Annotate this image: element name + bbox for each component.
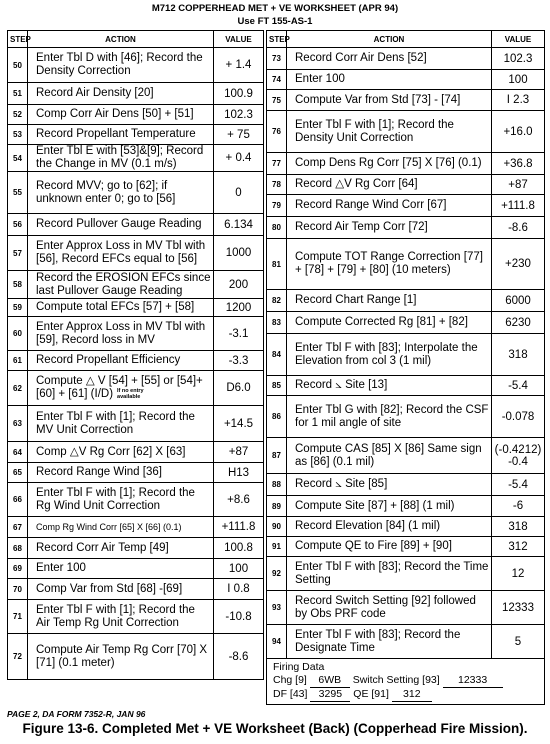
value-cell: +87: [492, 175, 545, 195]
step-number: 66: [8, 483, 28, 517]
action-cell: [28, 145, 214, 172]
value-cell: + 1.4: [214, 48, 264, 83]
firing-data-row: [267, 659, 545, 705]
value-cell: -0.078: [492, 396, 545, 438]
action-text: Enter 100: [36, 562, 86, 574]
action-cell: [287, 517, 492, 537]
step-number: 77: [267, 153, 287, 175]
action-text: Record △V Rg Corr [64]: [295, 178, 418, 190]
action-cell: [287, 557, 492, 591]
action-cell: [28, 371, 214, 406]
step-number: 74: [267, 70, 287, 90]
step-number: 58: [8, 271, 28, 299]
action-cell: [28, 236, 214, 271]
step-number: 85: [267, 376, 287, 396]
switch-value: 12333: [443, 674, 503, 688]
value-cell: 6230: [492, 312, 545, 334]
worksheet-row: [8, 317, 264, 351]
action-cell: [287, 48, 492, 70]
action-text: Enter Approx Loss in MV Tbl with [59], Record loss in MV: [36, 320, 206, 346]
value-cell: 1200: [214, 299, 264, 317]
action-cell: [287, 537, 492, 557]
value-cell: 100: [492, 70, 545, 90]
value-cell: I 2.3: [492, 90, 545, 111]
action-cell: [28, 125, 214, 145]
step-number: 91: [267, 537, 287, 557]
worksheet-row: [267, 195, 545, 217]
step-number: 89: [267, 496, 287, 517]
action-text: Compute QE to Fire [89] + [90]: [295, 540, 452, 552]
value-cell: -3.1: [214, 317, 264, 351]
switch-label: Switch Setting [93]: [352, 674, 440, 686]
value-cell: 102.3: [214, 105, 264, 125]
action-cell: [28, 317, 214, 351]
action-cell: [28, 442, 214, 463]
value-cell: 0: [214, 172, 264, 214]
value-cell: -6: [492, 496, 545, 517]
action-text: Enter Approx Loss in MV Tbl with [56], Record EFCs equal to [56]: [36, 240, 206, 265]
value-cell: -8.6: [492, 217, 545, 239]
worksheet-row: [8, 538, 264, 559]
value-cell: -8.6: [214, 634, 264, 680]
worksheet-row: [8, 83, 264, 105]
worksheet-row: [8, 634, 264, 680]
action-text: Record ⦣ Site [13]: [295, 379, 388, 391]
action-cell: [28, 299, 214, 317]
action-header: ACTION: [287, 31, 492, 48]
step-number: 54: [8, 145, 28, 172]
worksheet-row: [267, 312, 545, 334]
action-cell: [28, 105, 214, 125]
df-label: DF [43]: [273, 688, 308, 700]
action-text: Enter Tbl F with [1]; Record the Rg Wind Unit Correction: [36, 486, 195, 512]
action-cell: [287, 175, 492, 195]
value-cell: +16.0: [492, 111, 545, 153]
action-text: Enter Tbl F with [83]; Record the Time Setting: [295, 560, 489, 586]
step-number: 73: [267, 48, 287, 70]
worksheet-row: [267, 396, 545, 438]
worksheet-row: [267, 625, 545, 659]
firing-data-box: [267, 659, 545, 705]
value-cell: +111.8: [492, 195, 545, 217]
worksheet-row: [8, 105, 264, 125]
step-number: 67: [8, 517, 28, 538]
worksheet-row: [267, 438, 545, 474]
qe-value: 312: [392, 688, 432, 702]
action-text: Comp Rg Wind Corr [65] X [66] (0.1): [36, 521, 182, 532]
value-cell: 6000: [492, 290, 545, 312]
worksheet-row: [8, 600, 264, 634]
action-cell: [287, 111, 492, 153]
step-header: STEP: [267, 31, 287, 48]
action-cell: [28, 83, 214, 105]
action-text: Compute Corrected Rg [81] + [82]: [295, 316, 468, 328]
action-note: If no entry available: [117, 387, 144, 400]
value-cell: 102.3: [492, 48, 545, 70]
worksheet-row: [8, 406, 264, 442]
action-text: Record Propellant Efficiency: [36, 354, 181, 366]
value-cell: 318: [492, 517, 545, 537]
action-cell: [287, 90, 492, 111]
step-number: 76: [267, 111, 287, 153]
worksheet-row: [8, 236, 264, 271]
step-number: 62: [8, 371, 28, 406]
worksheet-row: [267, 290, 545, 312]
action-text: Record Propellant Temperature: [36, 128, 196, 140]
action-cell: [28, 271, 214, 299]
worksheet-row: [8, 559, 264, 579]
action-cell: [28, 214, 214, 236]
action-text: Compute △ V [54] + [55] or [54]+ [60] + [61] (I/D): [36, 374, 203, 401]
worksheet-row: [267, 557, 545, 591]
value-cell: I 0.8: [214, 579, 264, 600]
step-number: 63: [8, 406, 28, 442]
worksheet-row: [267, 517, 545, 537]
value-cell: 6.134: [214, 214, 264, 236]
action-text: Compute TOT Range Correction [77] + [78] + [79] + [80] (10 meters): [295, 251, 483, 276]
action-text: Record MVV; go to [62]; if unknown enter 0; go to [56]: [36, 179, 176, 205]
action-text: Compute CAS [85] X [86] Same sign as [86] (0.1 mil): [295, 442, 482, 468]
value-cell: 312: [492, 537, 545, 557]
worksheet-title: M712 COPPERHEAD MET + VE WORKSHEET (APR 94): [151, 3, 399, 14]
value-cell: +36.8: [492, 153, 545, 175]
action-cell: [287, 474, 492, 496]
action-cell: [28, 351, 214, 371]
value-cell: H13: [214, 463, 264, 483]
value-cell: +8.6: [214, 483, 264, 517]
action-cell: [287, 496, 492, 517]
action-text: Record Air Density [20]: [36, 87, 154, 99]
step-number: 60: [8, 317, 28, 351]
action-text: Comp Corr Air Dens [50] + [51]: [36, 108, 194, 120]
worksheet-row: [8, 517, 264, 538]
action-text: Enter 100: [295, 73, 345, 85]
action-text: Compute Var from Std [73] - [74]: [295, 93, 461, 106]
value-header: VALUE: [492, 31, 545, 48]
step-number: 52: [8, 105, 28, 125]
step-number: 90: [267, 517, 287, 537]
step-number: 61: [8, 351, 28, 371]
firing-data-title: Firing Data: [273, 661, 325, 673]
worksheet-row: [267, 111, 545, 153]
step-number: 82: [267, 290, 287, 312]
step-number: 88: [267, 474, 287, 496]
firing-data-line-1: [273, 674, 538, 688]
step-number: 53: [8, 125, 28, 145]
figure-caption: Figure 13-6. Completed Met + VE Worksheet (Back) (Copperhead Fire Mission).: [22, 721, 528, 736]
step-number: 78: [267, 175, 287, 195]
action-text: Record Elevation [84] (1 mil): [295, 520, 441, 532]
step-number: 55: [8, 172, 28, 214]
worksheet-row: [267, 591, 545, 625]
value-cell: +14.5: [214, 406, 264, 442]
action-cell: [287, 376, 492, 396]
action-text: Compute Site [87] + [88] (1 mil): [295, 499, 455, 512]
action-text: Enter Tbl F with [1]; Record the Air Temp Rg Unit Correction: [36, 603, 195, 629]
step-number: 79: [267, 195, 287, 217]
action-text: Enter Tbl G with [82]; Record the CSF for 1 mil angle of site: [295, 403, 489, 429]
action-header: ACTION: [28, 31, 214, 48]
worksheet-row: [267, 474, 545, 496]
worksheet-row: [8, 351, 264, 371]
action-cell: [28, 559, 214, 579]
value-cell: +111.8: [214, 517, 264, 538]
action-cell: [287, 290, 492, 312]
action-text: Comp Dens Rg Corr [75] X [76] (0.1): [295, 157, 482, 169]
action-text: Record Corr Air Dens [52]: [295, 52, 427, 64]
action-text: Record Pullover Gauge Reading: [36, 218, 202, 230]
worksheet-row: [267, 239, 545, 290]
value-cell: 1000: [214, 236, 264, 271]
action-cell: [287, 334, 492, 376]
action-text: Enter Tbl F with [83]; Interpolate the Elevation from col 3 (1 mil): [295, 341, 478, 367]
action-cell: [287, 217, 492, 239]
action-text: Record Chart Range [1]: [295, 294, 417, 306]
worksheet-row: [8, 463, 264, 483]
worksheet-row: [267, 48, 545, 70]
step-number: 92: [267, 557, 287, 591]
step-number: 59: [8, 299, 28, 317]
action-cell: [287, 312, 492, 334]
right-header-row: [267, 31, 545, 48]
worksheet-row: [8, 172, 264, 214]
worksheet-row: [8, 271, 264, 299]
action-text: Record Air Temp Corr [72]: [295, 221, 428, 233]
worksheet-row: [267, 153, 545, 175]
worksheet-row: [8, 579, 264, 600]
worksheet-row: [8, 442, 264, 463]
step-number: 72: [8, 634, 28, 680]
worksheet-subtitle: Use FT 155-AS-1: [237, 16, 313, 27]
action-cell: [28, 579, 214, 600]
worksheet-row: [267, 217, 545, 239]
worksheet-row: [8, 145, 264, 172]
worksheet-row: [8, 214, 264, 236]
step-number: 75: [267, 90, 287, 111]
action-cell: [287, 625, 492, 659]
value-cell: (-0.4212) -0.4: [492, 438, 545, 474]
step-number: 81: [267, 239, 287, 290]
action-text: Comp △V Rg Corr [62] X [63]: [36, 445, 186, 458]
value-cell: 100.9: [214, 83, 264, 105]
left-header-row: [8, 31, 264, 48]
step-number: 70: [8, 579, 28, 600]
action-cell: [28, 517, 214, 538]
action-cell: [287, 239, 492, 290]
step-number: 87: [267, 438, 287, 474]
action-text: Compute total EFCs [57] + [58]: [36, 301, 195, 313]
action-cell: [28, 538, 214, 559]
value-cell: 200: [214, 271, 264, 299]
value-header: VALUE: [214, 31, 264, 48]
action-text: Enter Tbl F with [1]; Record the Density Unit Correction: [295, 118, 454, 144]
action-cell: [28, 600, 214, 634]
action-text: Enter Tbl F with [83]; Record the Designate Time: [295, 628, 461, 654]
action-cell: [287, 396, 492, 438]
action-cell: [28, 406, 214, 442]
chg-label: Chg [9]: [273, 674, 307, 686]
action-text: Record Range Wind Corr [67]: [295, 199, 447, 211]
action-cell: [287, 591, 492, 625]
worksheet-row: [267, 537, 545, 557]
step-number: 86: [267, 396, 287, 438]
action-text: Record Corr Air Temp [49]: [36, 541, 169, 554]
worksheet-row: [267, 175, 545, 195]
right-worksheet-table: [266, 30, 545, 705]
action-cell: [287, 195, 492, 217]
action-text: Record Switch Setting [92] followed by Obs PRF code: [295, 594, 476, 620]
worksheet-row: [8, 483, 264, 517]
value-cell: +87: [214, 442, 264, 463]
step-header: STEP: [8, 31, 28, 48]
worksheet-row: [8, 299, 264, 317]
action-cell: [28, 463, 214, 483]
form-reference: PAGE 2, DA FORM 7352-R, JAN 96: [7, 709, 146, 719]
step-number: 84: [267, 334, 287, 376]
action-cell: [287, 438, 492, 474]
action-text: Record the EROSION EFCs since last Pullover Gauge Reading: [36, 271, 211, 297]
action-text: Enter Tbl F with [1]; Record the MV Unit Correction: [36, 410, 195, 436]
value-cell: -3.3: [214, 351, 264, 371]
value-cell: + 75: [214, 125, 264, 145]
value-cell: 12333: [492, 591, 545, 625]
qe-label: QE [91]: [353, 688, 389, 700]
value-cell: 12: [492, 557, 545, 591]
step-number: 93: [267, 591, 287, 625]
action-cell: [28, 634, 214, 680]
step-number: 94: [267, 625, 287, 659]
value-cell: +230: [492, 239, 545, 290]
step-number: 57: [8, 236, 28, 271]
action-cell: [28, 172, 214, 214]
df-value: 3295: [310, 688, 350, 702]
step-number: 51: [8, 83, 28, 105]
action-text: Record Range Wind [36]: [36, 466, 162, 478]
worksheet-row: [267, 376, 545, 396]
action-cell: [287, 153, 492, 175]
action-cell: [28, 48, 214, 83]
value-cell: 5: [492, 625, 545, 659]
chg-value: 6WB: [310, 674, 350, 688]
worksheet-row: [267, 70, 545, 90]
value-cell: D6.0: [214, 371, 264, 406]
action-cell: [28, 483, 214, 517]
action-text: Compute Air Temp Rg Corr [70] X [71] (0.1 meter): [36, 643, 208, 669]
worksheet-row: [8, 48, 264, 83]
step-number: 50: [8, 48, 28, 83]
action-text: Record ⦣ Site [85]: [295, 478, 388, 490]
value-cell: 318: [492, 334, 545, 376]
value-cell: -5.4: [492, 474, 545, 496]
worksheet-row: [8, 371, 264, 406]
step-number: 80: [267, 217, 287, 239]
step-number: 65: [8, 463, 28, 483]
worksheet-row: [267, 496, 545, 517]
step-number: 68: [8, 538, 28, 559]
value-cell: + 0.4: [214, 145, 264, 172]
step-number: 64: [8, 442, 28, 463]
firing-data-line-2: [273, 688, 538, 702]
worksheet-row: [267, 334, 545, 376]
step-number: 56: [8, 214, 28, 236]
action-text: Enter Tbl D with [46]; Record the Density Correction: [36, 52, 203, 77]
step-number: 83: [267, 312, 287, 334]
action-text: Enter Tbl E with [53]&[9]; Record the Change in MV (0.1 m/s): [36, 145, 204, 170]
step-number: 69: [8, 559, 28, 579]
value-cell: 100: [214, 559, 264, 579]
action-cell: [287, 70, 492, 90]
step-number: 71: [8, 600, 28, 634]
value-cell: 100.8: [214, 538, 264, 559]
worksheet-row: [267, 90, 545, 111]
value-cell: -5.4: [492, 376, 545, 396]
worksheet-row: [8, 125, 264, 145]
left-worksheet-table: [7, 30, 264, 680]
value-cell: -10.8: [214, 600, 264, 634]
action-text: Comp Var from Std [68] -[69]: [36, 582, 183, 595]
